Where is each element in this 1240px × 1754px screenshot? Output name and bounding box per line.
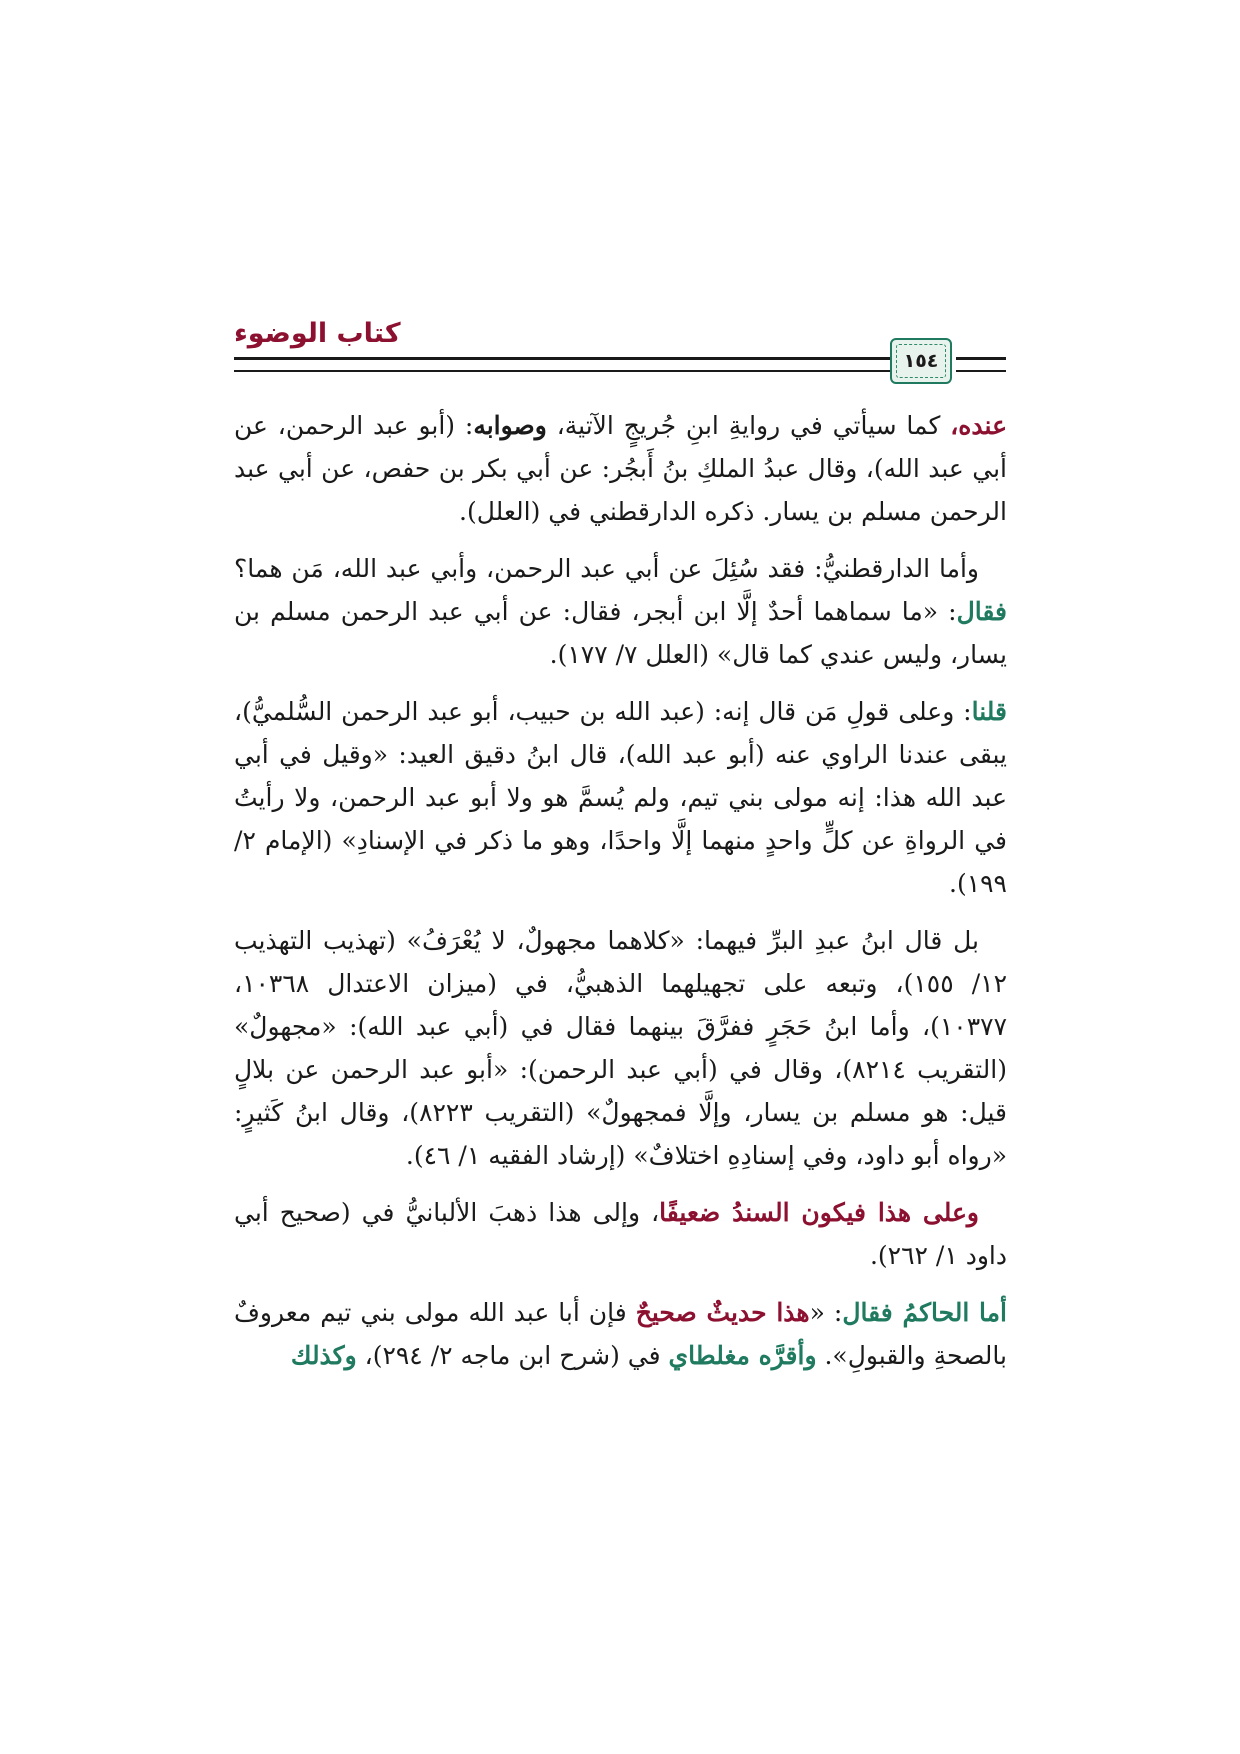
segment: فقال (956, 597, 1007, 626)
paragraph-3 (234, 690, 1007, 905)
segment: أما الحاكمُ فقال (842, 1298, 1008, 1327)
segment: كما سيأتي في روايةِ ابنِ جُريجٍ الآتية، (546, 411, 951, 440)
body-text (234, 404, 1007, 1391)
header-rule-bottom (234, 370, 890, 372)
page-number: ١٥٤ (903, 350, 939, 372)
segment: وعلى هذا فيكون السندُ ضعيفًا (659, 1198, 979, 1227)
segment: : (أبو عبد الرحمن، عن أبي عبد الله)، وقال عبدُ الملكِ بنُ أَبجُر: عن أبي بكر بن حفص، عن أبي عبد الرحمن مسلم بن يسار. ذكره الدارقطني في (العلل). (234, 411, 1007, 526)
paragraph-6 (234, 1291, 1007, 1377)
segment: : « (809, 1298, 843, 1327)
segment: بل قال ابنُ عبدِ البرِّ فيهما: «كلاهما مجهولٌ، لا يُعْرَفُ» (تهذيب التهذيب ١٢/ ١٥٥)، وتبعه على تجهيلهما الذهبيُّ، في (ميزان الاعتدال ١٠٣٦٨، ١٠٣٧٧)، وأما ابنُ حَجَرٍ ففرَّقَ بينهما فقال في (أبي عبد الله): «مجهولٌ» (التقريب ٨٢١٤)، وقال في (أبي عبد الرحمن): «أبو عبد الرحمن عن بلالٍ قيل: هو مسلم بن يسار، وإلَّا فمجهولٌ» (التقريب ٨٢٢٣)، وقال ابنُ كَثيرٍ: «رواه أبو داود، وفي إسنادِهِ اختلافٌ» (إرشاد الفقيه ١/ ٤٦). (234, 926, 1008, 1170)
segment: وأقرَّه مغلطاي (668, 1341, 817, 1370)
paragraph-4 (234, 919, 1007, 1177)
paragraph-2 (234, 547, 1007, 676)
segment: قلنا (971, 697, 1007, 726)
segment: عنده، (950, 411, 1007, 440)
header-rule-right-top (956, 357, 1006, 360)
segment: : «ما سماهما أحدٌ إلَّا ابن أبجر، فقال: عن أبي عبد الرحمن مسلم بن يسار، وليس عندي كما قال» (العلل ٧/ ١٧٧). (234, 597, 1007, 669)
segment: : وعلى قولِ مَن قال إنه: (عبد الله بن حبيب، أبو عبد الرحمن السُّلميُّ)، يبقى عندنا الراوي عنه (أبو عبد الله)، قال ابنُ دقيق العيد: «وقيل في أبي عبد الله هذا: إنه مولى بني تيم، ولم يُسمَّ هو ولا أبو عبد الرحمن، ولا رأيتُ في الرواةِ عن كلٍّ واحدٍ منهما إلَّا واحدًا، وهو ما ذكر في الإسنادِ» (الإمام ٢/ ١٩٩). (234, 697, 1007, 898)
segment: وأما الدارقطنيُّ: فقد سُئِلَ عن أبي عبد الرحمن، وأبي عبد الله، مَن هما؟ (234, 554, 979, 583)
segment: فإن أبا عبد الله مولى بني تيم معروفٌ بالصحةِ والقبولِ». (234, 1298, 1007, 1370)
segment: في (شرح ابن ماجه ٢/ ٢٩٤)، (356, 1341, 669, 1370)
book-title: كتاب الوضوء (234, 318, 401, 349)
paragraph-5 (234, 1191, 1007, 1277)
segment: وصوابه (473, 411, 547, 440)
header-rule-right-bottom (956, 370, 1006, 372)
segment: ، وإلى هذا ذهبَ الألبانيُّ في (صحيح أبي داود ١/ ٢٦٢). (234, 1198, 1007, 1270)
header-rule-top (234, 357, 890, 360)
paragraph-1 (234, 404, 1007, 533)
segment: وكذلك (290, 1341, 357, 1370)
segment: هذا حديثٌ صحيحٌ (635, 1298, 810, 1327)
page-number-badge (890, 338, 952, 384)
